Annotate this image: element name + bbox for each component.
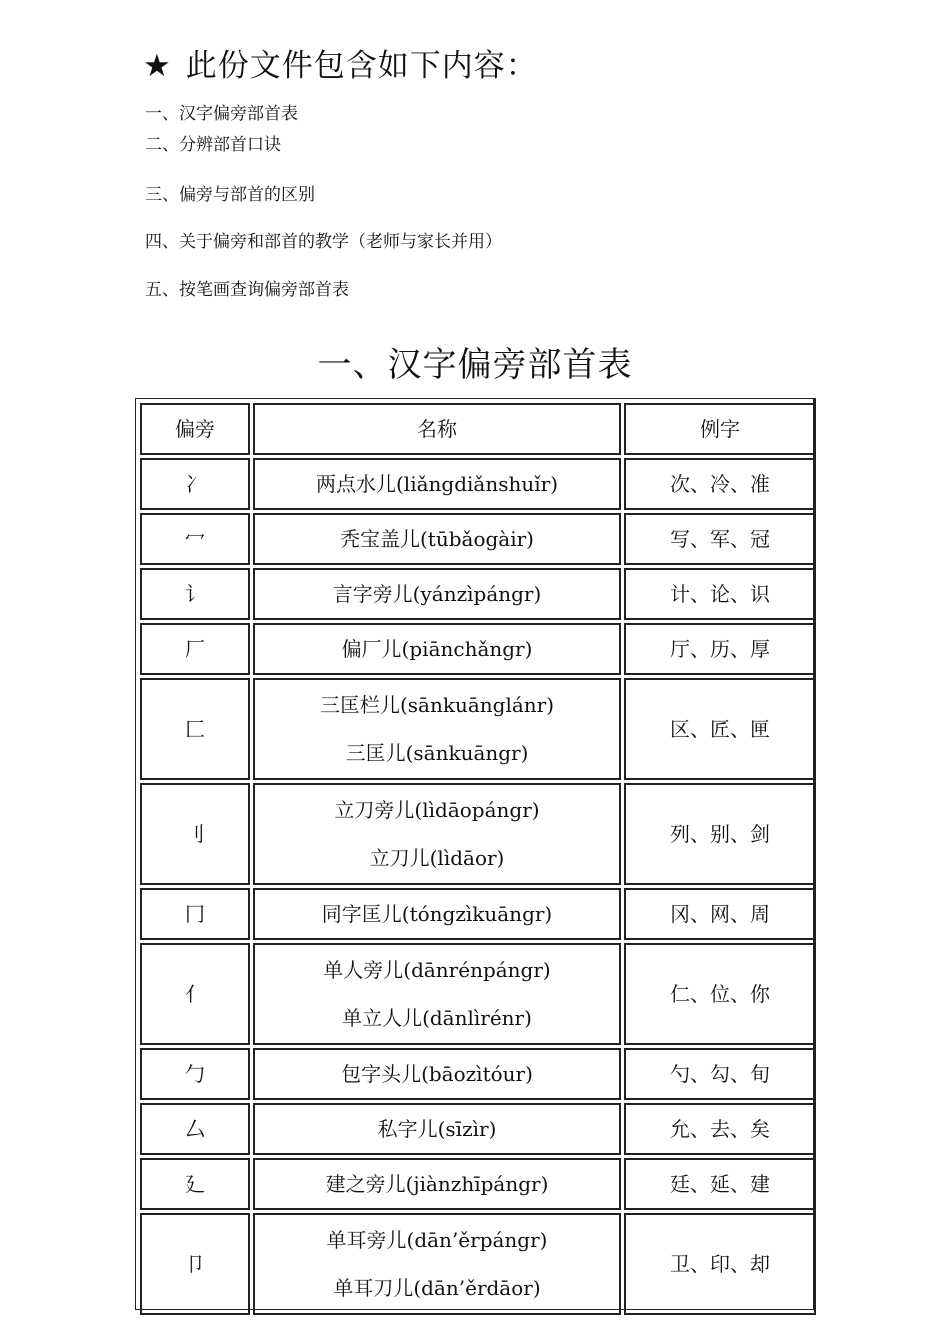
radical-name: 偏厂儿(piānchǎngr) — [341, 637, 533, 661]
header-radical: 偏旁 — [140, 403, 250, 455]
examples-cell: 仁、位、你 — [624, 943, 816, 1045]
name-cell — [253, 1103, 621, 1155]
radical-name: 单立人儿(dānlìrénr) — [342, 1006, 532, 1030]
radical-name: 单耳刀儿(dān’ěrdāor) — [333, 1276, 541, 1300]
examples-cell: 次、冷、准 — [624, 458, 816, 510]
radical-cell: 廴 — [140, 1158, 250, 1210]
radical-cell: 冂 — [140, 888, 250, 940]
radical-name: 秃宝盖儿(tūbǎogàir) — [340, 527, 534, 551]
examples-cell: 写、军、冠 — [624, 513, 816, 565]
examples-cell: 区、匠、匣 — [624, 678, 816, 780]
name-cell — [253, 943, 621, 1045]
radical-cell: 刂 — [140, 783, 250, 885]
radical-name: 私字儿(sīzìr) — [377, 1117, 497, 1141]
table-header-row — [140, 403, 816, 455]
header-examples: 例字 — [624, 403, 816, 455]
toc-item-1: 一、汉字偏旁部首表 — [145, 104, 298, 124]
radical-cell: 冖 — [140, 513, 250, 565]
examples-cell: 勺、勾、旬 — [624, 1048, 816, 1100]
examples-cell: 冈、网、周 — [624, 888, 816, 940]
radical-name: 建之旁儿(jiànzhīpángr) — [325, 1172, 549, 1196]
toc-item-2: 二、分辨部首口诀 — [145, 135, 281, 155]
name-cell — [253, 783, 621, 885]
radical-name: 同字匡儿(tóngzìkuāngr) — [321, 902, 553, 926]
name-cell — [253, 623, 621, 675]
table-row — [140, 783, 816, 885]
table-row — [140, 888, 816, 940]
name-cell — [253, 458, 621, 510]
table-row — [140, 943, 816, 1045]
radical-cell: 勹 — [140, 1048, 250, 1100]
radicals-table — [137, 400, 819, 1318]
table-row — [140, 458, 816, 510]
radical-name: 两点水儿(liǎngdiǎnshuǐr) — [316, 472, 558, 496]
table-row — [140, 623, 816, 675]
section-title: 一、汉字偏旁部首表 — [317, 345, 633, 385]
header-title-text: 此份文件包含如下内容： — [185, 48, 538, 84]
radical-name: 立刀儿(lìdāor) — [369, 846, 505, 870]
examples-cell: 厅、历、厚 — [624, 623, 816, 675]
radical-cell: 冫 — [140, 458, 250, 510]
radical-name: 三匡栏儿(sānkuānglánr) — [319, 693, 555, 717]
radical-cell: 厶 — [140, 1103, 250, 1155]
table-row — [140, 1048, 816, 1100]
toc-item-3: 三、偏旁与部首的区别 — [145, 185, 315, 205]
name-cell — [253, 888, 621, 940]
examples-cell: 允、去、矣 — [624, 1103, 816, 1155]
table-row — [140, 1103, 816, 1155]
name-cell — [253, 678, 621, 780]
radical-cell: 讠 — [140, 568, 250, 620]
name-cell — [253, 568, 621, 620]
star-icon: ★ — [143, 48, 172, 84]
radical-cell: 匚 — [140, 678, 250, 780]
document-header — [143, 40, 538, 85]
examples-cell: 列、别、剑 — [624, 783, 816, 885]
toc-item-5: 五、按笔画查询偏旁部首表 — [145, 280, 349, 300]
examples-cell: 卫、印、却 — [624, 1213, 816, 1315]
radical-name: 单人旁儿(dānrénpángr) — [323, 958, 551, 982]
name-cell — [253, 513, 621, 565]
radical-name: 单耳旁儿(dān’ěrpángr) — [326, 1228, 548, 1252]
radical-name: 包字头儿(bāozìtóur) — [341, 1062, 533, 1086]
radical-name: 三匡儿(sānkuāngr) — [345, 741, 529, 765]
header-name: 名称 — [253, 403, 621, 455]
table-row — [140, 678, 816, 780]
examples-cell: 计、论、识 — [624, 568, 816, 620]
name-cell — [253, 1213, 621, 1315]
examples-cell: 廷、延、建 — [624, 1158, 816, 1210]
radical-name: 立刀旁儿(lìdāopángr) — [334, 798, 540, 822]
table-row — [140, 1213, 816, 1315]
radical-cell: 亻 — [140, 943, 250, 1045]
radical-name: 言字旁儿(yánzìpángr) — [332, 582, 542, 606]
table-row — [140, 513, 816, 565]
radical-cell: 厂 — [140, 623, 250, 675]
radical-cell: 卩 — [140, 1213, 250, 1315]
table-row — [140, 1158, 816, 1210]
name-cell — [253, 1048, 621, 1100]
toc-item-4: 四、关于偏旁和部首的教学（老师与家长并用） — [145, 232, 502, 252]
name-cell — [253, 1158, 621, 1210]
table-row — [140, 568, 816, 620]
